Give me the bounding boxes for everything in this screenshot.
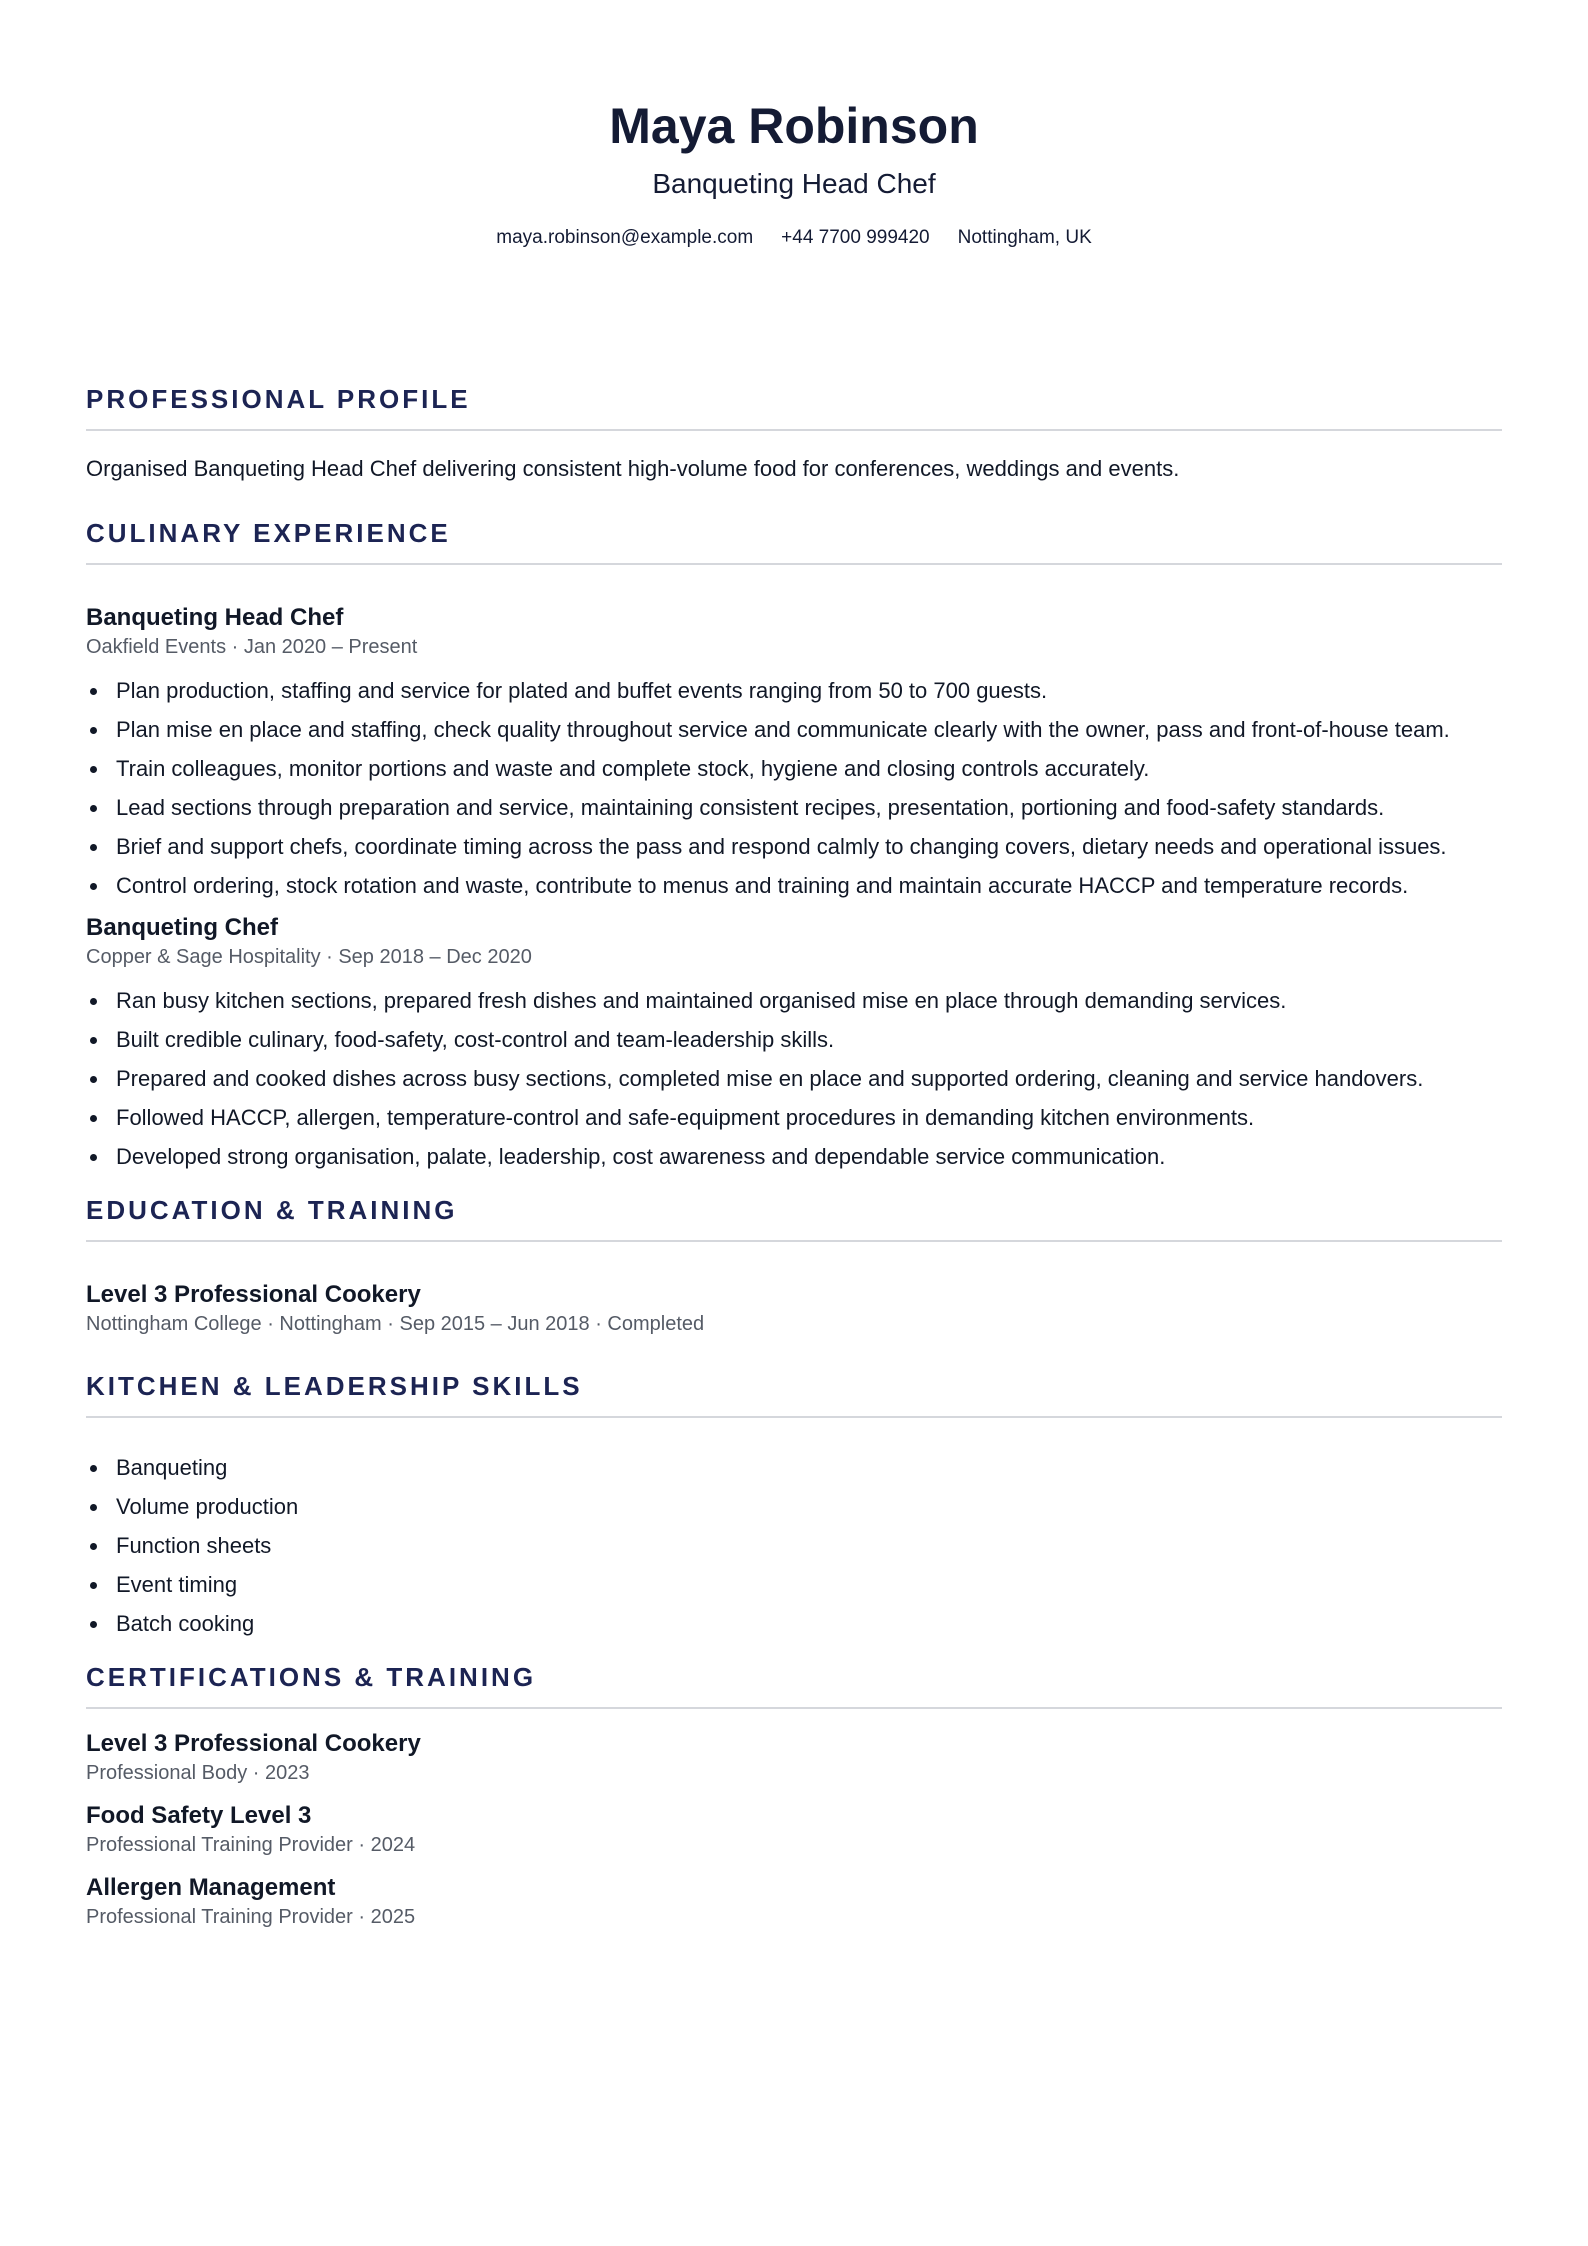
bullet-dot bbox=[90, 688, 97, 695]
list-item bbox=[86, 1452, 1502, 1483]
candidate-name: Maya Robinson bbox=[609, 98, 979, 154]
bullet-text: Brief and support chefs, coordinate timing across the pass and respond calmly to changing covers, dietary needs and operational issues. bbox=[116, 834, 1447, 859]
certification-entry bbox=[86, 1801, 1502, 1859]
job-meta: Oakfield Events · Jan 2020 – Present bbox=[86, 636, 418, 658]
candidate-title: Banqueting Head Chef bbox=[652, 168, 936, 199]
list-item bbox=[86, 870, 1502, 901]
bullet-dot bbox=[90, 1543, 97, 1550]
profile-summary: Organised Banqueting Head Chef delivering consistent high-volume food for conferences, weddings and events. bbox=[86, 456, 1180, 481]
list-item bbox=[86, 714, 1502, 745]
job-bullets bbox=[86, 675, 1502, 901]
bullet-dot bbox=[90, 998, 97, 1005]
section-heading: PROFESSIONAL PROFILE bbox=[86, 383, 1502, 431]
profile-section bbox=[86, 383, 1502, 485]
bullet-text: Plan production, staffing and service for plated and buffet events ranging from 50 to 700 guests. bbox=[116, 678, 1048, 703]
list-item bbox=[86, 831, 1502, 862]
skill-text: Banqueting bbox=[116, 1455, 228, 1480]
education-meta: Nottingham College · Nottingham · Sep 2015 – Jun 2018 · Completed bbox=[86, 1313, 705, 1335]
bullet-dot bbox=[90, 1582, 97, 1589]
bullet-dot bbox=[90, 766, 97, 773]
bullet-dot bbox=[90, 1465, 97, 1472]
bullet-dot bbox=[90, 1621, 97, 1628]
bullet-dot bbox=[90, 844, 97, 851]
list-item bbox=[86, 675, 1502, 706]
certification-meta: Professional Body · 2023 bbox=[86, 1762, 310, 1784]
section-heading: CULINARY EXPERIENCE bbox=[86, 517, 1502, 565]
education-title: Level 3 Professional Cookery bbox=[86, 1281, 421, 1308]
job-title: Banqueting Chef bbox=[86, 914, 278, 941]
job-title: Banqueting Head Chef bbox=[86, 604, 344, 631]
bullet-dot bbox=[90, 1115, 97, 1122]
list-item bbox=[86, 1024, 1502, 1055]
list-item bbox=[86, 1530, 1502, 1561]
bullet-dot bbox=[90, 883, 97, 890]
bullet-dot bbox=[90, 805, 97, 812]
certification-title: Allergen Management bbox=[86, 1874, 336, 1901]
bullet-text: Prepared and cooked dishes across busy sections, completed mise en place and supported ordering, cleaning and service handovers. bbox=[116, 1066, 1424, 1091]
bullet-dot bbox=[90, 1076, 97, 1083]
education-entry bbox=[86, 1280, 1502, 1338]
skill-text: Function sheets bbox=[116, 1533, 272, 1558]
section-heading: CERTIFICATIONS & TRAINING bbox=[86, 1661, 1502, 1709]
skill-text: Event timing bbox=[116, 1572, 238, 1597]
resume-header bbox=[86, 0, 1502, 250]
bullet-text: Lead sections through preparation and service, maintaining consistent recipes, presentation, portioning and food-safety standards. bbox=[116, 795, 1385, 820]
job-entry bbox=[86, 603, 1502, 901]
certification-entry bbox=[86, 1729, 1502, 1787]
list-item bbox=[86, 1141, 1502, 1172]
bullet-text: Control ordering, stock rotation and waste, contribute to menus and training and maintain accurate HACCP and temperature records. bbox=[116, 873, 1409, 898]
list-item bbox=[86, 1569, 1502, 1600]
list-item bbox=[86, 1102, 1502, 1133]
skills-list bbox=[86, 1452, 1502, 1639]
list-item bbox=[86, 792, 1502, 823]
bullet-text: Train colleagues, monitor portions and waste and complete stock, hygiene and closing controls accurately. bbox=[116, 756, 1150, 781]
certifications-list bbox=[86, 1729, 1502, 1931]
certification-meta: Professional Training Provider · 2024 bbox=[86, 1834, 416, 1856]
list-item bbox=[86, 985, 1502, 1016]
list-item bbox=[86, 1491, 1502, 1522]
list-item bbox=[86, 1608, 1502, 1639]
bullet-text: Built credible culinary, food-safety, cost-control and team-leadership skills. bbox=[116, 1027, 835, 1052]
job-bullets bbox=[86, 985, 1502, 1172]
skill-text: Batch cooking bbox=[116, 1611, 255, 1636]
list-item bbox=[86, 1063, 1502, 1094]
section-heading: EDUCATION & TRAINING bbox=[86, 1194, 1502, 1242]
job-entry bbox=[86, 913, 1502, 1172]
certifications-section bbox=[86, 1661, 1502, 1931]
bullet-text: Ran busy kitchen sections, prepared fresh dishes and maintained organised mise en place through demanding services. bbox=[116, 988, 1287, 1013]
section-heading: KITCHEN & LEADERSHIP SKILLS bbox=[86, 1370, 1502, 1418]
contact-phone: +44 7700 999420 bbox=[781, 227, 930, 248]
list-item bbox=[86, 753, 1502, 784]
certification-title: Food Safety Level 3 bbox=[86, 1802, 312, 1829]
bullet-dot bbox=[90, 727, 97, 734]
skill-text: Volume production bbox=[116, 1494, 299, 1519]
contact-location: Nottingham, UK bbox=[957, 227, 1092, 248]
job-meta: Copper & Sage Hospitality · Sep 2018 – Dec 2020 bbox=[86, 946, 532, 968]
education-section bbox=[86, 1194, 1502, 1338]
bullet-text: Developed strong organisation, palate, leadership, cost awareness and dependable service communication. bbox=[116, 1144, 1166, 1169]
bullet-dot bbox=[90, 1504, 97, 1511]
experience-section bbox=[86, 517, 1502, 1172]
certification-title: Level 3 Professional Cookery bbox=[86, 1730, 421, 1757]
contact-line bbox=[86, 226, 1502, 250]
contact-email: maya.robinson@example.com bbox=[496, 227, 754, 248]
certification-meta: Professional Training Provider · 2025 bbox=[86, 1906, 416, 1928]
bullet-dot bbox=[90, 1154, 97, 1161]
bullet-dot bbox=[90, 1037, 97, 1044]
bullet-text: Plan mise en place and staffing, check quality throughout service and communicate clearly with the owner, pass and front-of-house team. bbox=[116, 717, 1450, 742]
skills-section bbox=[86, 1370, 1502, 1639]
bullet-text: Followed HACCP, allergen, temperature-control and safe-equipment procedures in demanding kitchen environments. bbox=[116, 1105, 1255, 1130]
certification-entry bbox=[86, 1873, 1502, 1931]
